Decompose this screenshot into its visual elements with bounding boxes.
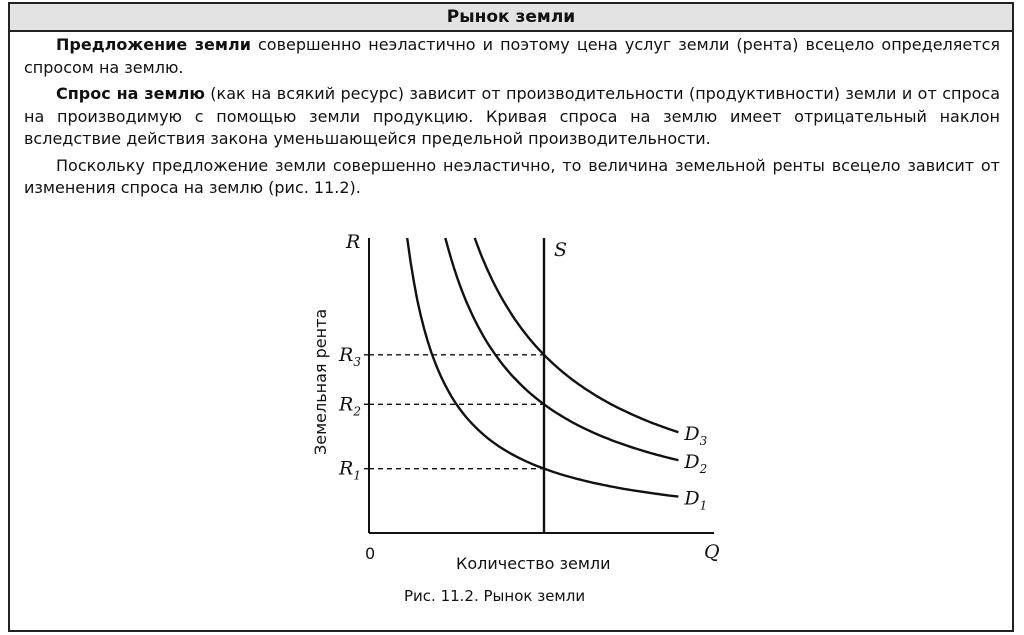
paragraph-supply-text: совершенно неэластично и поэтому цена услуг земли (рента) всецело определяется спросом на землю. [24,35,1000,77]
rent-level-label-3: $R_3$ [339,343,361,369]
y-axis-symbol: R [346,231,361,253]
rent-level-label-2: $R_2$ [339,393,361,419]
term-supply: Предложение земли [56,35,251,54]
demand-curve-3 [475,238,679,432]
demand-curve-label-3: $D_3$ [684,423,708,449]
section-title: Рынок земли [10,4,1012,32]
demand-curve-label-1: $D_1$ [684,487,708,513]
demand-curve-label-2: $D_2$ [684,451,708,477]
demand-curves [407,238,707,513]
demand-curve-2 [445,238,678,460]
supply-label: S [554,239,568,261]
chart-axes [311,231,720,605]
supply-line-group [544,238,567,533]
x-axis-label: Количество земли [456,554,611,573]
paragraph-demand-text: (как на всякий ресурс) зависит от производительности (продуктивности) земли и от спроса на производимую с помощью земли продукцию. Кривая спроса на землю имеет отрицательный наклон вследствие действия закона уменьшающейся предельной производительности. [24,84,1001,148]
figure-caption: Рис. 11.2. Рынок земли [404,587,586,605]
paragraph-conclusion-text: Поскольку предложение земли совершенно неэластично, то величина земельной ренты всецело зависит от изменения спроса на землю (рис. 11.2). [24,155,1000,197]
rent-level-label-1: $R_1$ [339,457,361,483]
origin-label: 0 [365,544,376,563]
term-demand: Спрос на землю [56,84,205,103]
y-axis-label: Земельная рента [311,308,330,455]
x-axis-symbol: Q [704,541,720,563]
